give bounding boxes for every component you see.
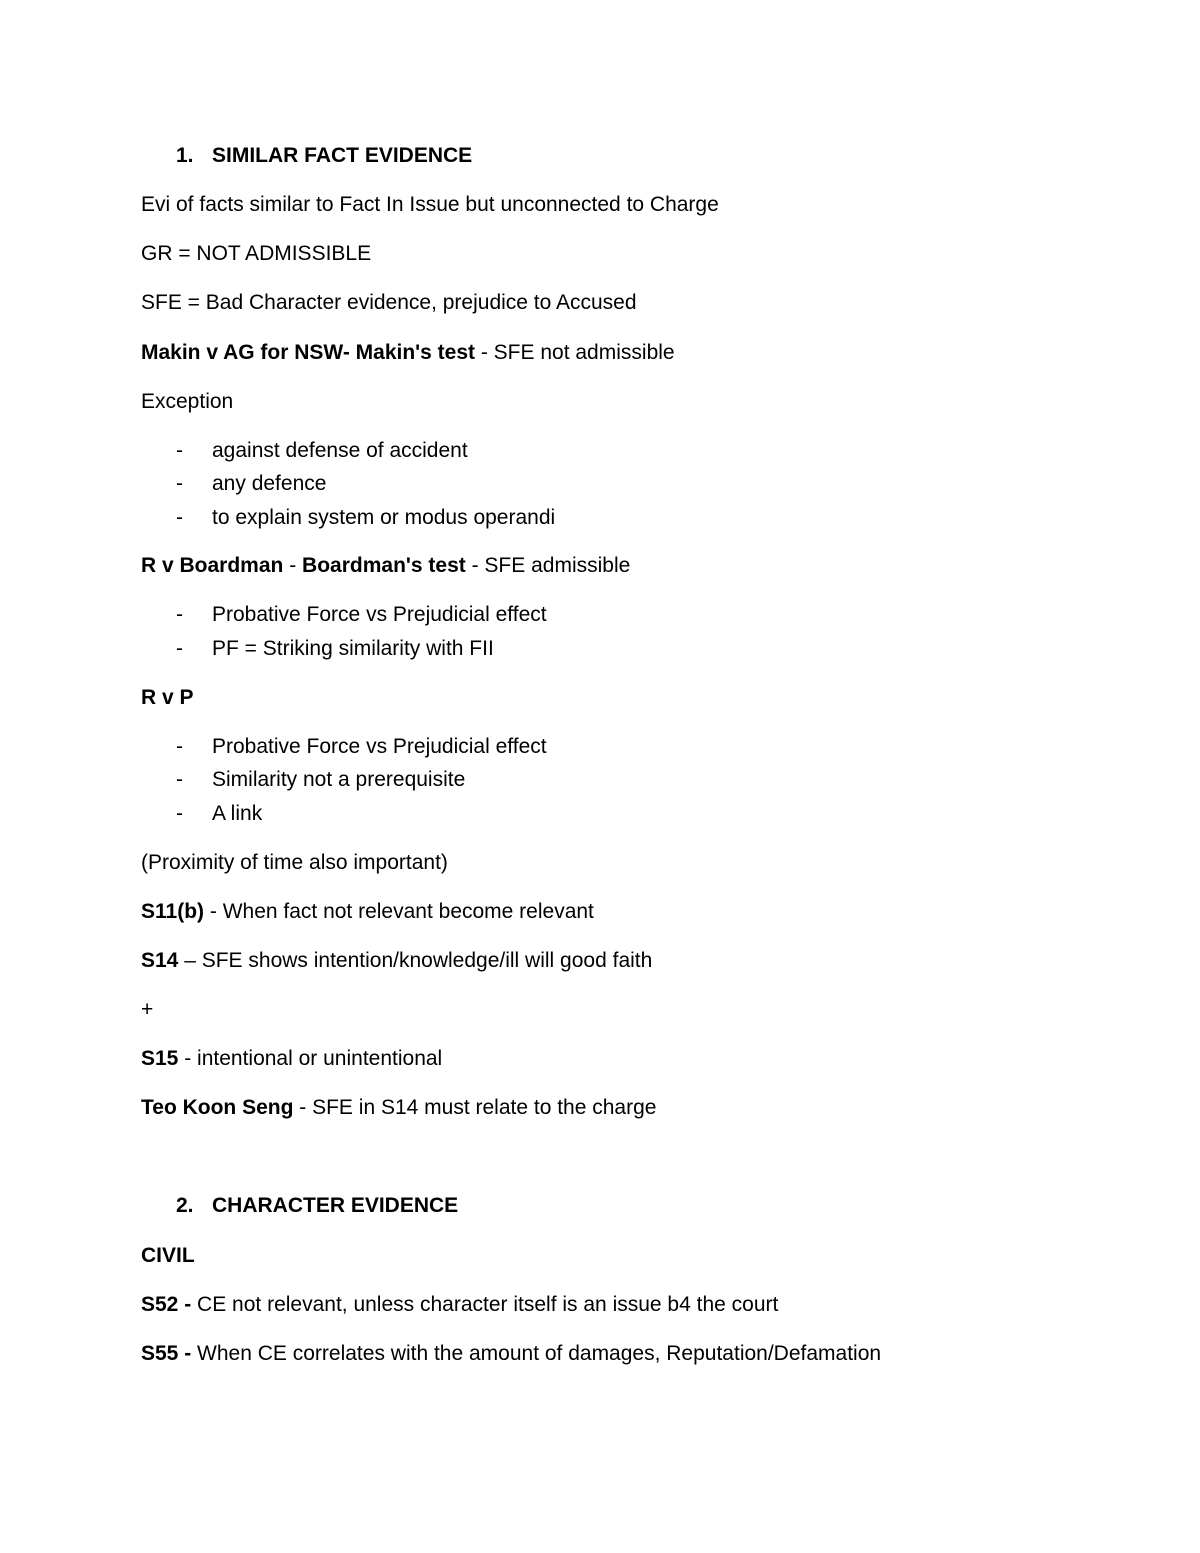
section-text: - intentional or unintentional — [178, 1047, 443, 1070]
s15-line — [141, 1045, 442, 1073]
section-label: S55 - — [141, 1342, 192, 1365]
list-item — [176, 437, 468, 465]
section-title: SIMILAR FACT EVIDENCE — [212, 144, 473, 167]
section-label: S52 - — [141, 1293, 192, 1316]
section-text: When CE correlates with the amount of damages, Reputation/Defamation — [191, 1342, 882, 1365]
definition-text: Evi of facts similar to Fact In Issue but unconnected to Charge — [141, 193, 719, 216]
section-label: S14 — [141, 949, 179, 972]
list-item — [176, 470, 326, 498]
dash-bullet: - — [176, 603, 183, 626]
section-title: CHARACTER EVIDENCE — [212, 1194, 459, 1217]
separator: - — [283, 554, 303, 577]
dash-bullet: - — [176, 802, 183, 825]
general-rule-text: GR = NOT ADMISSIBLE — [141, 242, 372, 265]
list-item-text: A link — [212, 802, 263, 825]
case-text: - SFE in S14 must relate to the charge — [293, 1096, 657, 1119]
section-text: – SFE shows intention/knowledge/ill will good faith — [178, 949, 653, 972]
s14-line — [141, 947, 652, 975]
civil-label: CIVIL — [141, 1244, 195, 1267]
list-item-text: against defense of accident — [212, 439, 468, 462]
list-item-text: Probative Force vs Prejudicial effect — [212, 735, 547, 758]
sfe-note-text: SFE = Bad Character evidence, prejudice to Accused — [141, 291, 637, 314]
section-text: CE not relevant, unless character itself is an issue b4 the court — [191, 1293, 779, 1316]
list-item — [176, 733, 547, 761]
s11-line — [141, 898, 594, 926]
section-number: 2. — [176, 1194, 194, 1217]
section-label: S15 — [141, 1047, 179, 1070]
rvp-case-name: R v P — [141, 686, 194, 709]
section-2-heading — [176, 1192, 458, 1220]
list-item — [176, 800, 262, 828]
teo-case-line — [141, 1094, 656, 1122]
dash-bullet: - — [176, 735, 183, 758]
section-label: S11(b) — [141, 900, 205, 923]
list-item — [176, 635, 494, 663]
list-item-text: Similarity not a prerequisite — [212, 768, 466, 791]
dash-bullet: - — [176, 637, 183, 660]
dash-bullet: - — [176, 768, 183, 791]
case-name: R v Boardman — [141, 554, 284, 577]
dash-bullet: - — [176, 439, 183, 462]
boardman-case-line — [141, 552, 630, 580]
section-1-heading — [176, 142, 472, 170]
makin-case-line — [141, 339, 675, 367]
dash-bullet: - — [176, 472, 183, 495]
list-item-text: to explain system or modus operandi — [212, 506, 556, 529]
list-item — [176, 601, 547, 629]
list-item — [176, 766, 465, 794]
case-name: Makin v AG for NSW- Makin's test — [141, 341, 476, 364]
s55-line — [141, 1340, 881, 1368]
list-item — [176, 504, 555, 532]
test-name: Boardman's test — [302, 554, 466, 577]
proximity-note: (Proximity of time also important) — [141, 851, 448, 874]
plus-sign: + — [141, 998, 154, 1021]
section-text: - When fact not relevant become relevant — [204, 900, 594, 923]
exception-label: Exception — [141, 390, 234, 413]
case-text: - SFE not admissible — [475, 341, 675, 364]
case-text: - SFE admissible — [465, 554, 631, 577]
case-name: Teo Koon Seng — [141, 1096, 294, 1119]
list-item-text: any defence — [212, 472, 327, 495]
list-item-text: Probative Force vs Prejudicial effect — [212, 603, 547, 626]
section-number: 1. — [176, 144, 194, 167]
list-item-text: PF = Striking similarity with FII — [212, 637, 494, 660]
s52-line — [141, 1291, 778, 1319]
dash-bullet: - — [176, 506, 183, 529]
